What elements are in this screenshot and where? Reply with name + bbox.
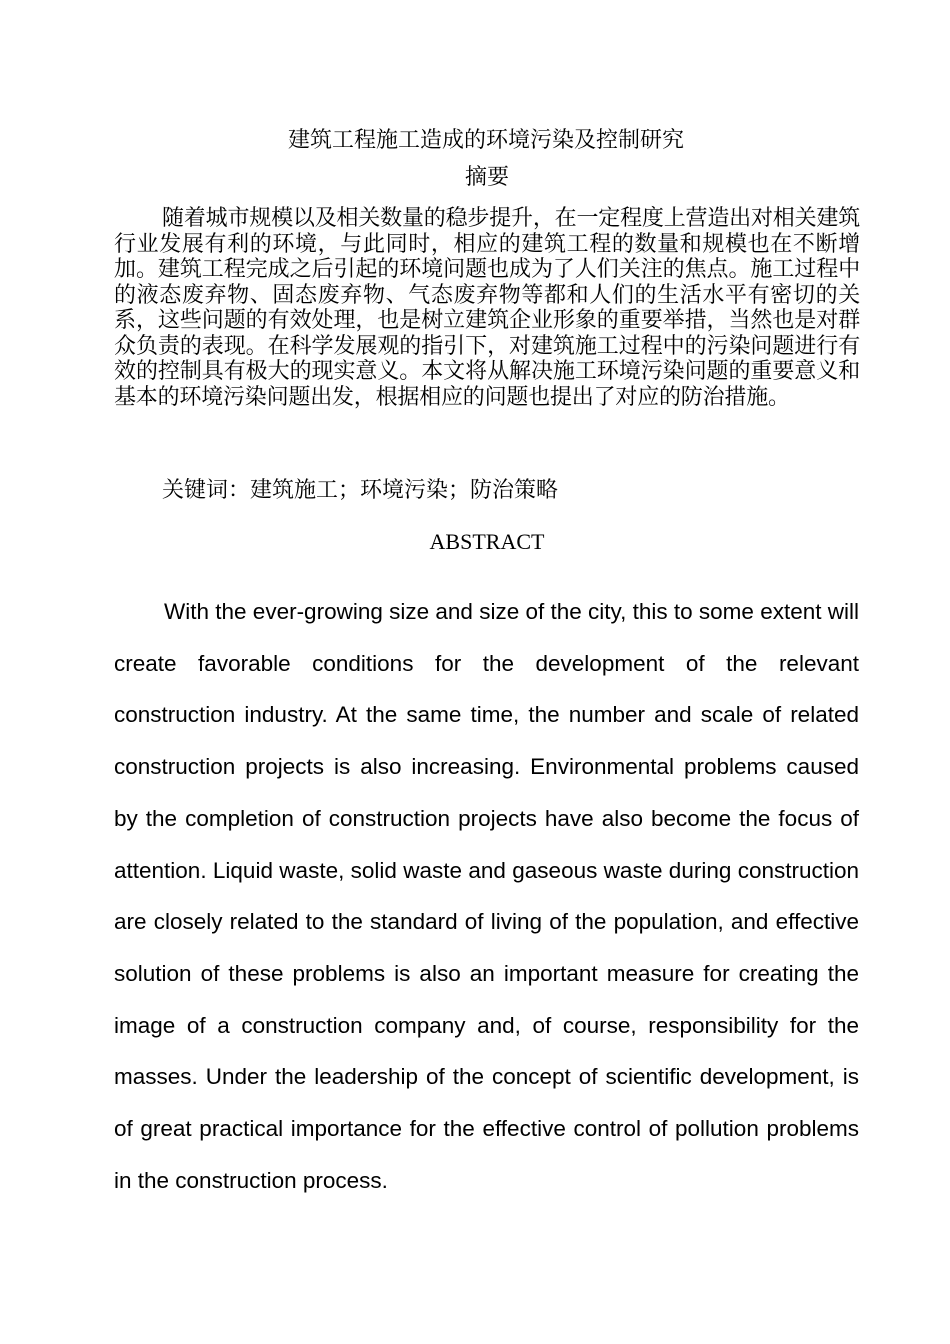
chinese-abstract-paragraph: 随着城市规模以及相关数量的稳步提升，在一定程度上营造出对相关建筑行业发展有利的环境，与此同时，相应的建筑工程的数量和规模也在不断增加。建筑工程完成之后引起的环境问题也成为了人们关注的焦点。施工过程中的液态废弃物、固态废弃物、气态废弃物等都和人们的生活水平有密切的关系，这些问题的有效处理，也是树立建筑企业形象的重要举措，当然也是对群众负责的表现。在科学发展观的指引下，对建筑施工过程中的污染问题进行有效的控制具有极大的现实意义。本文将从解决施工环境污染问题的重要意义和基本的环境污染问题出发，根据相应的问题也提出了对应的防治措施。 (114, 206, 860, 410)
keywords-line (162, 477, 862, 505)
english-abstract-paragraph: With the ever-growing size and size of the city, this to some extent will create favorable conditions for the development of the relevant construction industry. At the same time, the number and scale of related construction projects is also increasing. Environmental problems caused by the completion of construction projects have also become the focus of attention. Liquid waste, solid waste and gaseous waste during construction are closely related to the standard of living of the population, and effective solution of these problems is also an important measure for creating the image of a construction company and, of course, responsibility for the masses. Under the leadership of the concept of scientific development, is of great practical importance for the effective control of pollution problems in the construction process. (114, 599, 859, 1193)
keywords-text: 建筑施工；环境污染；防治策略 (250, 478, 559, 503)
english-abstract-heading: ABSTRACT (429, 529, 545, 554)
keywords-label: 关键词： (162, 478, 251, 503)
document-title: 建筑工程施工造成的环境污染及控制研究 (287, 128, 684, 153)
abstract-heading: 摘要 (464, 165, 509, 190)
